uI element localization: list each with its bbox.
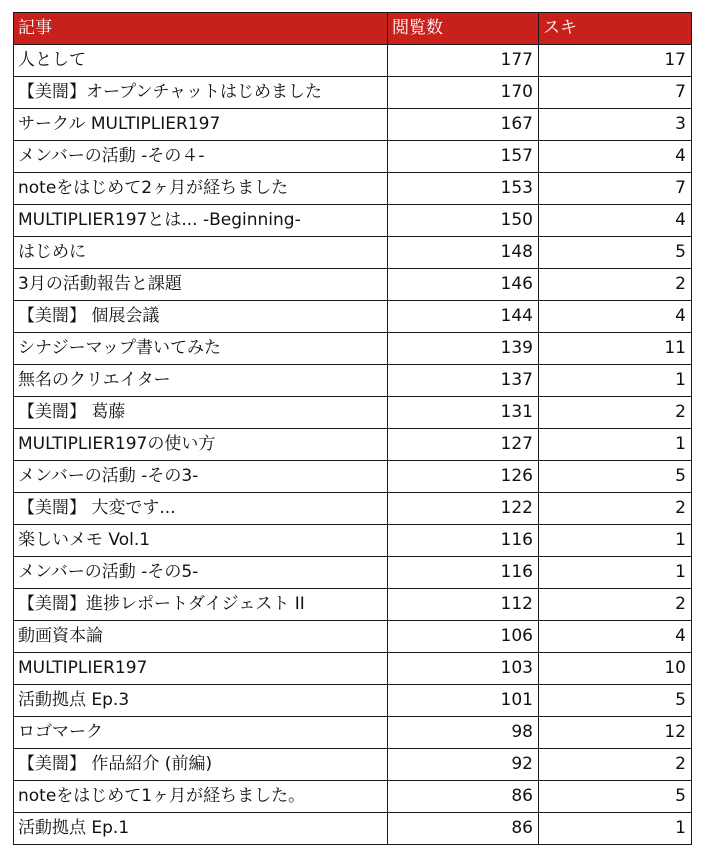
cell-likes[interactable]: 17 <box>539 45 692 77</box>
cell-title[interactable]: 【美闇】オープンチャットはじめました <box>14 77 388 109</box>
table-row <box>14 205 692 237</box>
cell-title[interactable]: 【美闇】進捗レポートダイジェスト II <box>14 589 388 621</box>
cell-likes[interactable]: 2 <box>539 269 692 301</box>
cell-likes[interactable]: 5 <box>539 461 692 493</box>
cell-title[interactable]: 【美闇】 作品紹介 (前編) <box>14 749 388 781</box>
cell-title[interactable]: シナジーマップ書いてみた <box>14 333 388 365</box>
cell-views[interactable]: 126 <box>388 461 539 493</box>
cell-likes[interactable]: 2 <box>539 493 692 525</box>
cell-title[interactable]: 楽しいメモ Vol.1 <box>14 525 388 557</box>
cell-views[interactable]: 148 <box>388 237 539 269</box>
cell-views[interactable]: 127 <box>388 429 539 461</box>
table-row <box>14 461 692 493</box>
table-row <box>14 333 692 365</box>
table-body <box>14 45 692 845</box>
table-row <box>14 653 692 685</box>
cell-views[interactable]: 92 <box>388 749 539 781</box>
cell-views[interactable]: 153 <box>388 173 539 205</box>
cell-title[interactable]: 動画資本論 <box>14 621 388 653</box>
cell-views[interactable]: 116 <box>388 557 539 589</box>
cell-likes[interactable]: 5 <box>539 237 692 269</box>
table-row <box>14 557 692 589</box>
cell-likes[interactable]: 1 <box>539 429 692 461</box>
header-row <box>14 13 692 45</box>
cell-views[interactable]: 144 <box>388 301 539 333</box>
table-row <box>14 141 692 173</box>
header-cell-views[interactable]: 閲覧数 <box>388 13 539 45</box>
cell-likes[interactable]: 1 <box>539 525 692 557</box>
article-stats-table <box>13 12 692 845</box>
cell-views[interactable]: 86 <box>388 813 539 845</box>
cell-views[interactable]: 146 <box>388 269 539 301</box>
cell-views[interactable]: 112 <box>388 589 539 621</box>
cell-title[interactable]: はじめに <box>14 237 388 269</box>
table-row <box>14 269 692 301</box>
table-row <box>14 237 692 269</box>
cell-likes[interactable]: 7 <box>539 173 692 205</box>
cell-likes[interactable]: 2 <box>539 589 692 621</box>
table-row <box>14 621 692 653</box>
cell-title[interactable]: 【美闇】 葛藤 <box>14 397 388 429</box>
cell-title[interactable]: 3月の活動報告と課題 <box>14 269 388 301</box>
cell-likes[interactable]: 4 <box>539 205 692 237</box>
table-row <box>14 781 692 813</box>
cell-likes[interactable]: 4 <box>539 141 692 173</box>
table-row <box>14 397 692 429</box>
cell-views[interactable]: 122 <box>388 493 539 525</box>
cell-likes[interactable]: 1 <box>539 365 692 397</box>
cell-views[interactable]: 131 <box>388 397 539 429</box>
cell-likes[interactable]: 1 <box>539 813 692 845</box>
cell-views[interactable]: 139 <box>388 333 539 365</box>
cell-title[interactable]: 【美闇】 個展会議 <box>14 301 388 333</box>
cell-title[interactable]: 無名のクリエイター <box>14 365 388 397</box>
cell-views[interactable]: 106 <box>388 621 539 653</box>
sheet-bottom-edge <box>0 848 702 856</box>
cell-title[interactable]: noteをはじめて2ヶ月が経ちました <box>14 173 388 205</box>
table-row <box>14 109 692 141</box>
cell-title[interactable]: 活動拠点 Ep.3 <box>14 685 388 717</box>
cell-title[interactable]: MULTIPLIER197 <box>14 653 388 685</box>
table-row <box>14 749 692 781</box>
cell-views[interactable]: 101 <box>388 685 539 717</box>
header-cell-title[interactable]: 記事 <box>14 13 388 45</box>
cell-likes[interactable]: 11 <box>539 333 692 365</box>
cell-title[interactable]: MULTIPLIER197の使い方 <box>14 429 388 461</box>
cell-title[interactable]: サークル MULTIPLIER197 <box>14 109 388 141</box>
table-row <box>14 493 692 525</box>
cell-title[interactable]: 人として <box>14 45 388 77</box>
table-row <box>14 525 692 557</box>
cell-title[interactable]: メンバーの活動 -その４- <box>14 141 388 173</box>
cell-likes[interactable]: 5 <box>539 685 692 717</box>
cell-views[interactable]: 167 <box>388 109 539 141</box>
cell-likes[interactable]: 4 <box>539 301 692 333</box>
cell-likes[interactable]: 2 <box>539 397 692 429</box>
table-row <box>14 589 692 621</box>
cell-title[interactable]: 活動拠点 Ep.1 <box>14 813 388 845</box>
cell-likes[interactable]: 7 <box>539 77 692 109</box>
cell-views[interactable]: 170 <box>388 77 539 109</box>
cell-likes[interactable]: 3 <box>539 109 692 141</box>
table-row <box>14 301 692 333</box>
table-row <box>14 77 692 109</box>
cell-likes[interactable]: 5 <box>539 781 692 813</box>
table-row <box>14 429 692 461</box>
cell-views[interactable]: 177 <box>388 45 539 77</box>
cell-likes[interactable]: 2 <box>539 749 692 781</box>
cell-title[interactable]: メンバーの活動 -その3- <box>14 461 388 493</box>
table-row <box>14 717 692 749</box>
table-row <box>14 813 692 845</box>
cell-title[interactable]: メンバーの活動 -その5- <box>14 557 388 589</box>
cell-views[interactable]: 137 <box>388 365 539 397</box>
cell-likes[interactable]: 10 <box>539 653 692 685</box>
cell-likes[interactable]: 12 <box>539 717 692 749</box>
cell-likes[interactable]: 4 <box>539 621 692 653</box>
cell-views[interactable]: 116 <box>388 525 539 557</box>
table-row <box>14 365 692 397</box>
cell-views[interactable]: 150 <box>388 205 539 237</box>
cell-title[interactable]: MULTIPLIER197とは... -Beginning- <box>14 205 388 237</box>
table-row <box>14 45 692 77</box>
cell-likes[interactable]: 1 <box>539 557 692 589</box>
header-cell-likes[interactable]: スキ <box>539 13 692 45</box>
cell-views[interactable]: 98 <box>388 717 539 749</box>
cell-title[interactable]: 【美闇】 大変です... <box>14 493 388 525</box>
table-row <box>14 685 692 717</box>
cell-views[interactable]: 103 <box>388 653 539 685</box>
cell-title[interactable]: ロゴマーク <box>14 717 388 749</box>
cell-views[interactable]: 86 <box>388 781 539 813</box>
table-header <box>14 13 692 45</box>
cell-views[interactable]: 157 <box>388 141 539 173</box>
cell-title[interactable]: noteをはじめて1ヶ月が経ちました。 <box>14 781 388 813</box>
table-row <box>14 173 692 205</box>
